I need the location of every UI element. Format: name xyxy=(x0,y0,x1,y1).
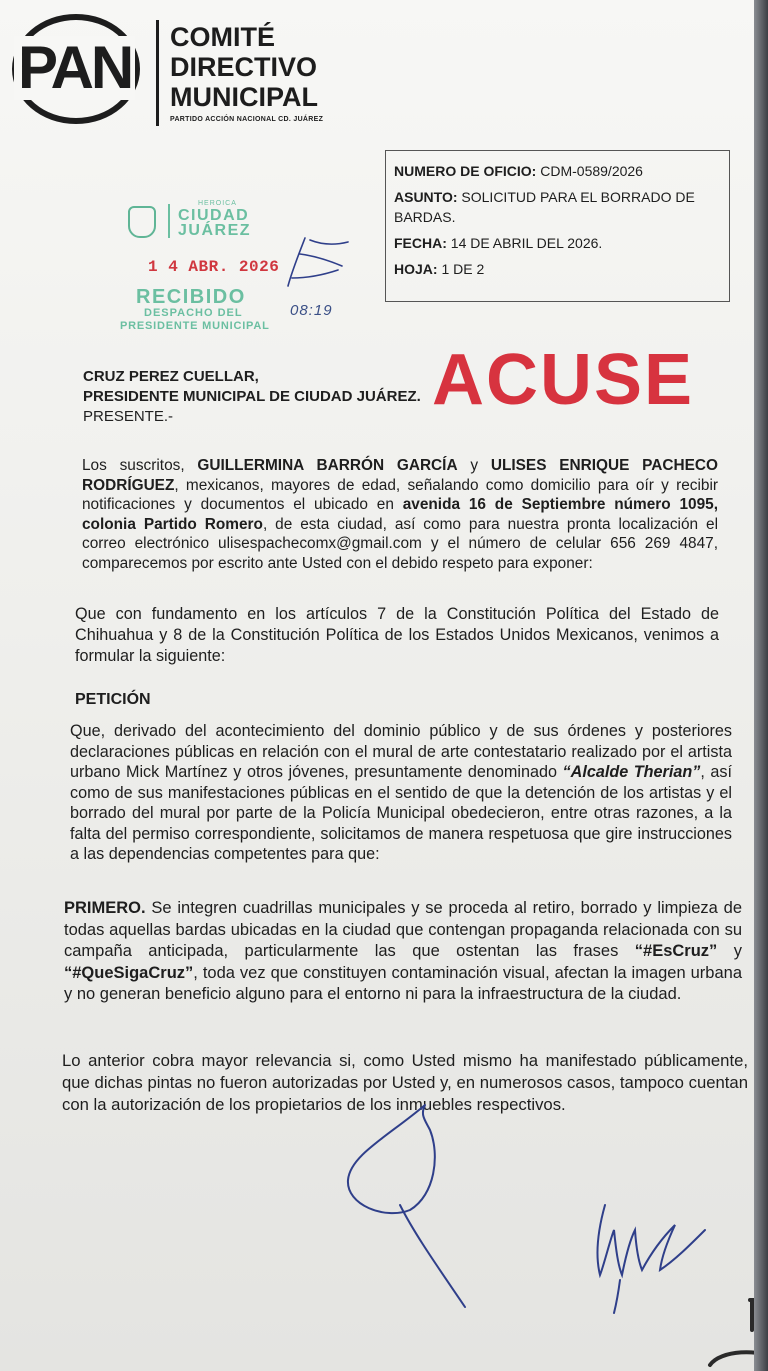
paragraph-intro xyxy=(82,456,718,573)
paper-edge-shadow xyxy=(754,0,768,1371)
committee-title xyxy=(170,22,340,112)
text-run: , así como de sus manifestaciones públicas en el sentido de que la detención de los artistas y el borrado del mural por parte de la Policía Municipal obedecieron, entre otras razones, a la falta del permiso correspondiente, solicitamos de manera respetuosa que gire instrucciones a las dependencias competentes para que: xyxy=(70,763,732,863)
sheet-label: HOJA: xyxy=(394,261,438,277)
oficio-value: CDM-0589/2026 xyxy=(540,163,643,179)
subject-value: SOLICITUD PARA EL BORRADO DE BARDAS. xyxy=(394,189,695,225)
addressee-position: PRESIDENTE MUNICIPAL DE CIUDAD JUÁREZ. xyxy=(83,388,421,405)
acuse-stamp: ACUSE xyxy=(432,340,695,420)
paragraph-first-request xyxy=(64,898,742,1006)
paragraph-petition xyxy=(70,721,732,865)
stamp-department: DESPACHO DEL xyxy=(144,307,243,319)
date-label: FECHA: xyxy=(394,235,447,251)
subject-label: ASUNTO: xyxy=(394,189,458,205)
text-run: Que, derivado del acontecimiento del dominio público y de sus órdenes y posteriores declaraciones públicas en relación con el mural de arte contestatario realizado por el artista urbano Mick Martínez y otros jóvenes, presuntamente denominado xyxy=(70,722,732,781)
signer-name: ULISES ENRIQUE PACHECO RODRÍGUEZ xyxy=(82,457,718,494)
addressee-greeting: PRESENTE.- xyxy=(83,408,174,425)
hashtag: “#EsCruz” xyxy=(634,942,718,960)
pan-logo xyxy=(10,14,330,129)
oficio-label: NUMERO DE OFICIO: xyxy=(394,163,537,179)
handwritten-initials xyxy=(270,226,360,301)
handwritten-time: 08:19 xyxy=(290,302,333,319)
text-run: , toda vez que constituyen contaminación visual, afectan la imagen urbana y no generan beneficio alguno para el entorno ni para la infraestructura de la ciudad. xyxy=(64,963,742,1003)
stamp-city-line: CIUDAD xyxy=(178,207,250,224)
oficio-number xyxy=(394,161,721,181)
party-subtitle: PARTIDO ACCIÓN NACIONAL CD. JUÁREZ xyxy=(170,116,324,123)
sheet xyxy=(394,259,721,279)
stamp-heroica: HEROICA xyxy=(198,200,237,207)
committee-title-line: MUNICIPAL xyxy=(170,82,318,112)
stamp-divider xyxy=(168,204,170,238)
signer-name: GUILLERMINA BARRÓN GARCÍA xyxy=(197,457,458,474)
text-run: y xyxy=(457,457,491,474)
stamp-date: 1 4 ABR. 2026 xyxy=(148,258,280,276)
subject xyxy=(394,187,721,227)
text-run: , de esta ciudad, así como para nuestra pronta localización el correo electrónico ulisespachecomx@gmail.com y el número de celular 656 269 4847, comparecemos por escrito ante Usted con el debido respeto para exponer: xyxy=(82,515,718,572)
first-label: PRIMERO. xyxy=(64,899,146,917)
coat-of-arms-icon xyxy=(128,206,156,238)
logo-divider xyxy=(156,20,159,126)
date xyxy=(394,233,721,253)
stamp-department: PRESIDENTE MUNICIPAL xyxy=(120,320,270,332)
corner-stamp-fragment xyxy=(690,1290,756,1371)
stamp-city-line: JUÁREZ xyxy=(178,222,252,239)
signature-1 xyxy=(330,1095,480,1310)
committee-title-line: COMITÉ xyxy=(170,22,275,52)
text-run: y xyxy=(717,942,742,960)
committee-title-line: DIRECTIVO xyxy=(170,52,318,82)
pan-logo-text: PAN xyxy=(14,36,135,100)
addressee-block xyxy=(83,367,421,427)
mural-name: “Alcalde Therian” xyxy=(562,763,701,781)
stamp-city xyxy=(178,208,251,238)
text-run: Se integren cuadrillas municipales y se proceda al retiro, borrado y limpieza de todas aquellas bardas ubicadas en la ciudad que contengan propaganda relacionada con su campaña anticipada, particularmente las que ostentan las frases xyxy=(64,899,742,960)
text-run: Los suscritos, xyxy=(82,457,198,474)
reference-box xyxy=(385,150,730,302)
paragraph-relevance: Lo anterior cobra mayor relevancia si, como Usted mismo ha manifestado públicamente, que dichas pintas no fueron autorizadas por Usted y, en numerosos casos, tampoco cuentan con la autorización de los propietarios de los inmuebles respectivos. xyxy=(62,1051,748,1114)
received-stamp xyxy=(118,200,293,340)
stamp-received: RECIBIDO xyxy=(136,286,246,308)
addressee-name: CRUZ PEREZ CUELLAR, xyxy=(83,368,259,385)
date-value: 14 DE ABRIL DEL 2026. xyxy=(450,235,603,251)
address: avenida 16 de Septiembre número 1095, colonia Partido Romero xyxy=(82,496,718,533)
hashtag: “#QueSigaCruz” xyxy=(64,963,194,982)
paragraph-legal-basis: Que con fundamento en los artículos 7 de la Constitución Política del Estado de Chihuahua y 8 de la Constitución Política de los Estados Unidos Mexicanos, venimos a formular la siguiente: xyxy=(75,605,719,665)
section-heading: PETICIÓN xyxy=(75,691,151,708)
text-run: , mexicanos, mayores de edad, señalando como domicilio para oír y recibir notificaciones y documentos el ubicado en xyxy=(82,476,718,513)
sheet-value: 1 DE 2 xyxy=(441,261,485,277)
